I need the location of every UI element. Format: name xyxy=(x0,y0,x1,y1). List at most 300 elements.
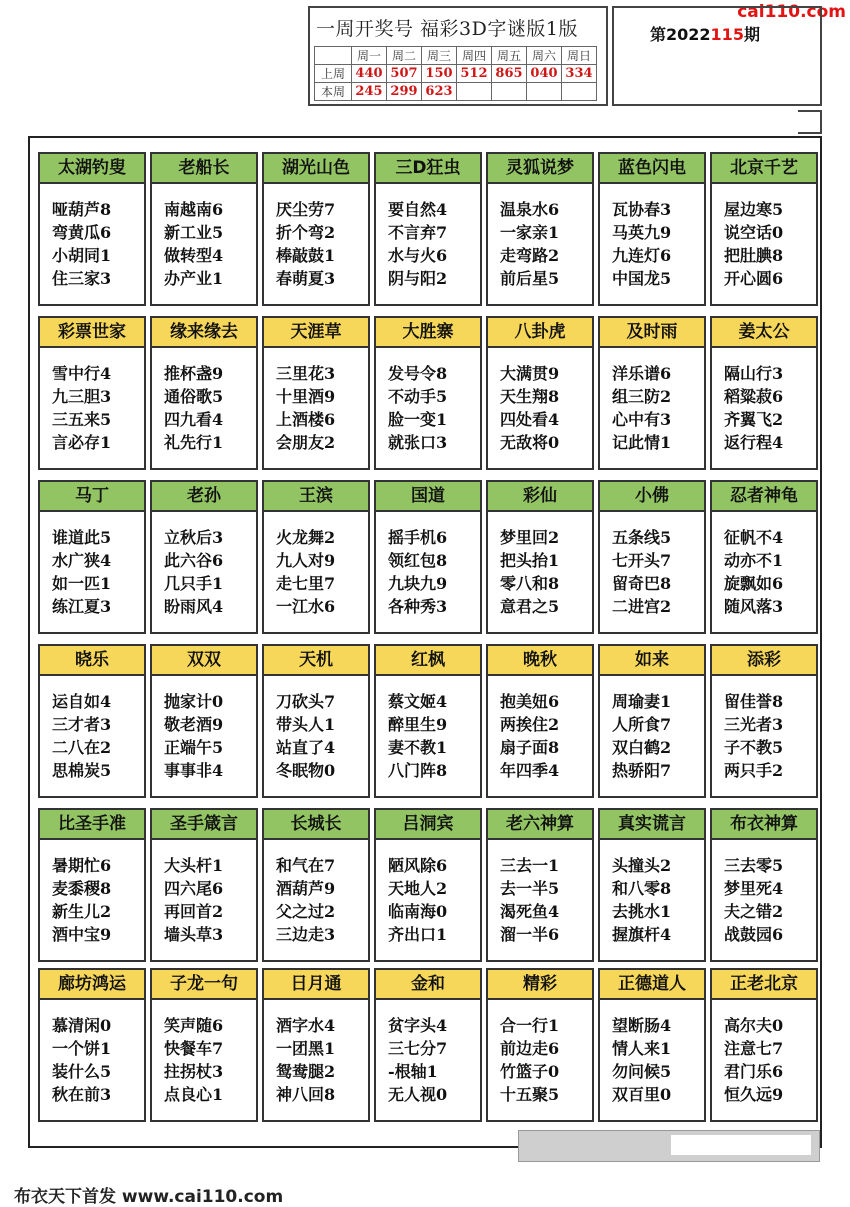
panel-body xyxy=(40,184,144,290)
panel-title: 及时雨 xyxy=(600,318,704,348)
riddle-line: 中国龙5 xyxy=(612,269,672,288)
riddle-line: 把头抬1 xyxy=(500,551,560,570)
riddle-line: 一团黑1 xyxy=(276,1039,336,1058)
riddle-panel xyxy=(150,968,258,1122)
riddle-line: 思棉炭5 xyxy=(52,761,112,780)
riddle-line: 三边走3 xyxy=(276,925,336,944)
panel-body xyxy=(600,840,704,946)
panel-title: 吕洞宾 xyxy=(376,810,480,840)
riddle-line: 梦里回2 xyxy=(500,528,560,547)
riddle-line: 一个饼1 xyxy=(52,1039,112,1058)
panel-title: 真实谎言 xyxy=(600,810,704,840)
riddle-panel xyxy=(486,808,594,962)
panel-body xyxy=(488,512,592,618)
riddle-line: 带头人1 xyxy=(276,715,336,734)
riddle-line: 上酒楼6 xyxy=(276,410,336,429)
riddle-panel xyxy=(150,480,258,634)
riddle-line: 神八回8 xyxy=(276,1085,336,1104)
riddle-line: 马英九9 xyxy=(612,223,672,242)
riddle-line: 言必存1 xyxy=(52,433,112,452)
riddle-line: 三里花3 xyxy=(276,364,336,383)
riddle-line: 热骄阳7 xyxy=(612,761,672,780)
riddle-line: 扇子面8 xyxy=(500,738,560,757)
day-header-row xyxy=(315,47,597,65)
riddle-line: 南越南6 xyxy=(164,200,224,219)
riddle-line: 渴死鱼4 xyxy=(500,902,560,921)
riddle-line: 站直了4 xyxy=(276,738,336,757)
draw-number xyxy=(492,83,527,101)
riddle-line: 小胡同1 xyxy=(52,246,112,265)
riddle-line: 谁道此5 xyxy=(52,528,112,547)
riddle-line: 敬老酒9 xyxy=(164,715,224,734)
riddle-panel xyxy=(486,152,594,306)
draw-number xyxy=(527,83,562,101)
riddle-line: 拄拐杖3 xyxy=(164,1062,224,1081)
riddle-line: 大头杆1 xyxy=(164,856,224,875)
riddle-line: 天地人2 xyxy=(388,879,448,898)
panel-title: 八卦虎 xyxy=(488,318,592,348)
riddle-panel xyxy=(598,644,706,798)
panel-title: 子龙一句 xyxy=(152,970,256,1000)
issue-prefix: 第2022 xyxy=(650,25,711,44)
draw-number: 245 xyxy=(352,83,387,101)
draw-number xyxy=(562,83,597,101)
riddle-panel xyxy=(374,480,482,634)
riddle-line: 合一行1 xyxy=(500,1016,560,1035)
riddle-line: 临南海0 xyxy=(388,902,448,921)
riddle-line: 运自如4 xyxy=(52,692,112,711)
panel-body xyxy=(376,184,480,290)
riddle-line: 两只手2 xyxy=(724,761,784,780)
riddle-line: 留佳誉8 xyxy=(724,692,784,711)
issue-suffix: 期 xyxy=(743,25,760,44)
panel-title: 长城长 xyxy=(264,810,368,840)
riddle-line: 抛家计0 xyxy=(164,692,224,711)
riddle-line: 哑葫芦8 xyxy=(52,200,112,219)
riddle-line: 秋在前3 xyxy=(52,1085,112,1104)
riddle-line: 无敌将0 xyxy=(500,433,560,452)
riddle-line: 前边走6 xyxy=(500,1039,560,1058)
riddle-line: 稻粱菽6 xyxy=(724,387,784,406)
riddle-line: 旋飘如6 xyxy=(724,574,784,593)
panel-body xyxy=(712,512,816,618)
panel-body xyxy=(376,840,480,946)
panel-body xyxy=(264,348,368,454)
riddle-line: 酒中宝9 xyxy=(52,925,112,944)
draw-number: 040 xyxy=(527,65,562,83)
riddle-line: 梦里死4 xyxy=(724,879,784,898)
riddle-panel xyxy=(374,644,482,798)
day-header: 周日 xyxy=(562,47,597,65)
panel-body xyxy=(152,840,256,946)
riddle-line: 返行程4 xyxy=(724,433,784,452)
riddle-panel xyxy=(486,644,594,798)
draw-number: 299 xyxy=(387,83,422,101)
panel-title: 国道 xyxy=(376,482,480,512)
riddle-line: 练江夏3 xyxy=(52,597,112,616)
riddle-line: 心中有3 xyxy=(612,410,672,429)
riddle-line: 三去一1 xyxy=(500,856,560,875)
panel-body xyxy=(264,840,368,946)
riddle-line: 九连灯6 xyxy=(612,246,672,265)
panel-title: 姜太公 xyxy=(712,318,816,348)
site-logo-text: cai110.com xyxy=(737,2,846,22)
riddle-line: 暑期忙6 xyxy=(52,856,112,875)
panel-body xyxy=(40,1000,144,1106)
panel-body xyxy=(40,840,144,946)
riddle-line: 开心圆6 xyxy=(724,269,784,288)
riddle-line: 和八零8 xyxy=(612,879,672,898)
riddle-line: 溜一半6 xyxy=(500,925,560,944)
riddle-line: 一家亲1 xyxy=(500,223,560,242)
panel-title: 圣手箴言 xyxy=(152,810,256,840)
panel-title: 灵狐说梦 xyxy=(488,154,592,184)
panel-body xyxy=(152,512,256,618)
riddle-panel xyxy=(710,480,818,634)
riddle-line: 雪中行4 xyxy=(52,364,112,383)
panel-body xyxy=(152,1000,256,1106)
riddle-line: 会朋友2 xyxy=(276,433,336,452)
riddle-line: 恒久远9 xyxy=(724,1085,784,1104)
riddle-line: 火龙舞2 xyxy=(276,528,336,547)
riddle-panel xyxy=(486,316,594,470)
riddle-panel xyxy=(710,152,818,306)
riddle-line: 九三胆3 xyxy=(52,387,112,406)
riddle-line: 屋边寒5 xyxy=(724,200,784,219)
day-header: 周二 xyxy=(387,47,422,65)
riddle-panel xyxy=(598,968,706,1122)
riddle-line: 抱美妞6 xyxy=(500,692,560,711)
riddle-line: 把肚腆8 xyxy=(724,246,784,265)
riddle-line: 陋风除6 xyxy=(388,856,448,875)
riddle-panel xyxy=(262,316,370,470)
panel-title: 精彩 xyxy=(488,970,592,1000)
riddle-line: 通俗歌5 xyxy=(164,387,224,406)
riddle-line: 礼先行1 xyxy=(164,433,224,452)
riddle-line: 要自然4 xyxy=(388,200,448,219)
issue-box xyxy=(612,6,822,106)
day-header: 周六 xyxy=(527,47,562,65)
panel-body xyxy=(376,512,480,618)
draw-number: 150 xyxy=(422,65,457,83)
panel-body xyxy=(152,348,256,454)
panel-body xyxy=(600,348,704,454)
riddle-line: 三才者3 xyxy=(52,715,112,734)
riddle-line: 二八在2 xyxy=(52,738,112,757)
panel-body xyxy=(40,348,144,454)
riddle-line: 零八和8 xyxy=(500,574,560,593)
riddle-line: 折个弯2 xyxy=(276,223,336,242)
riddle-line: 大满贯9 xyxy=(500,364,560,383)
riddle-panel xyxy=(262,644,370,798)
draw-number xyxy=(457,83,492,101)
panel-title: 缘来缘去 xyxy=(152,318,256,348)
riddle-line: 意君之5 xyxy=(500,597,560,616)
riddle-line: 贫字头4 xyxy=(388,1016,448,1035)
riddle-line: 九块九9 xyxy=(388,574,448,593)
riddle-line: 此六谷6 xyxy=(164,551,224,570)
riddle-panel xyxy=(486,480,594,634)
riddle-line: 人所食7 xyxy=(612,715,672,734)
riddle-line: 冬眠物0 xyxy=(276,761,336,780)
riddle-panel xyxy=(38,152,146,306)
riddle-line: 征帆不4 xyxy=(724,528,784,547)
panel-body xyxy=(712,840,816,946)
riddle-line: 子不教5 xyxy=(724,738,784,757)
riddle-line: 酒葫芦9 xyxy=(276,879,336,898)
riddle-line: 酒字水4 xyxy=(276,1016,336,1035)
riddle-panel xyxy=(150,808,258,962)
riddle-line: 慕清闲0 xyxy=(52,1016,112,1035)
panel-title: 天涯草 xyxy=(264,318,368,348)
riddle-panel xyxy=(150,644,258,798)
riddle-line: 天生翔8 xyxy=(500,387,560,406)
riddle-line: 说空话0 xyxy=(724,223,784,242)
riddle-line: 握旗杆4 xyxy=(612,925,672,944)
panel-body xyxy=(488,348,592,454)
panel-title: 添彩 xyxy=(712,646,816,676)
panel-title: 彩票世家 xyxy=(40,318,144,348)
riddle-panel xyxy=(38,480,146,634)
weekly-draw-summary xyxy=(308,6,608,106)
riddle-line: 双白鹤2 xyxy=(612,738,672,757)
bottom-bar-inner xyxy=(671,1135,811,1155)
panel-title: 如来 xyxy=(600,646,704,676)
panel-title: 老船长 xyxy=(152,154,256,184)
riddle-line: 周瑜妻1 xyxy=(612,692,672,711)
riddle-line: 洋乐谱6 xyxy=(612,364,672,383)
panel-body xyxy=(712,1000,816,1106)
riddle-line: 瓦协春3 xyxy=(612,200,672,219)
riddle-line: 组三防2 xyxy=(612,387,672,406)
riddle-panel xyxy=(598,808,706,962)
riddle-panel xyxy=(486,968,594,1122)
panel-body xyxy=(264,676,368,782)
riddle-line: 盼雨风4 xyxy=(164,597,224,616)
riddle-line: 脸一变1 xyxy=(388,410,448,429)
frame-notch xyxy=(798,110,822,134)
blank-cell xyxy=(315,47,352,65)
panel-title: 双双 xyxy=(152,646,256,676)
riddle-line: 情人来1 xyxy=(612,1039,672,1058)
riddle-line: 几只手1 xyxy=(164,574,224,593)
day-header: 周四 xyxy=(457,47,492,65)
riddle-line: 三五来5 xyxy=(52,410,112,429)
riddle-line: 前后星5 xyxy=(500,269,560,288)
panel-body xyxy=(600,1000,704,1106)
panel-body xyxy=(152,676,256,782)
riddle-line: 醉里生9 xyxy=(388,715,448,734)
riddle-line: 高尔夫0 xyxy=(724,1016,784,1035)
summary-title: 一周开奖号 福彩3D字谜版1版 xyxy=(316,18,578,40)
riddle-line: 去一半5 xyxy=(500,879,560,898)
panel-title: 日月通 xyxy=(264,970,368,1000)
panel-body xyxy=(376,676,480,782)
riddle-line: 立秋后3 xyxy=(164,528,224,547)
weekly-draw-table xyxy=(314,46,597,101)
riddle-line: 温泉水6 xyxy=(500,200,560,219)
panel-title: 蓝色闪电 xyxy=(600,154,704,184)
riddle-line: 发号令8 xyxy=(388,364,448,383)
riddle-line: 水广狭4 xyxy=(52,551,112,570)
riddle-line: 点良心1 xyxy=(164,1085,224,1104)
riddle-line: 头撞头2 xyxy=(612,856,672,875)
panel-title: 正老北京 xyxy=(712,970,816,1000)
riddle-line: 隔山行3 xyxy=(724,364,784,383)
riddle-line: 八门阵8 xyxy=(388,761,448,780)
riddle-line: 十里酒9 xyxy=(276,387,336,406)
riddle-line: 去挑水1 xyxy=(612,902,672,921)
last-week-row xyxy=(315,65,597,83)
riddle-line: 刀砍头7 xyxy=(276,692,336,711)
riddle-line: 弯黄瓜6 xyxy=(52,223,112,242)
riddle-line: 双百里0 xyxy=(612,1085,672,1104)
riddle-line: 如一匹1 xyxy=(52,574,112,593)
riddle-line: 快餐车7 xyxy=(164,1039,224,1058)
riddle-line: 三去零5 xyxy=(724,856,784,875)
riddle-line: 妻不教1 xyxy=(388,738,448,757)
riddle-line: 动亦不1 xyxy=(724,551,784,570)
riddle-line: 齐出口1 xyxy=(388,925,448,944)
panel-title: 布衣神算 xyxy=(712,810,816,840)
riddle-line: 水与火6 xyxy=(388,246,448,265)
riddle-line: 勿问候5 xyxy=(612,1062,672,1081)
panel-body xyxy=(600,512,704,618)
panel-body xyxy=(600,676,704,782)
panel-title: 忍者神龟 xyxy=(712,482,816,512)
panel-title: 红枫 xyxy=(376,646,480,676)
riddle-line: 棒敲鼓1 xyxy=(276,246,336,265)
riddle-line: 走七里7 xyxy=(276,574,336,593)
riddle-line: 七开头7 xyxy=(612,551,672,570)
bottom-bar xyxy=(518,1130,820,1162)
panel-body xyxy=(152,184,256,290)
riddle-panel xyxy=(374,968,482,1122)
riddle-panel xyxy=(710,968,818,1122)
riddle-line: -根轴1 xyxy=(388,1062,438,1081)
panel-body xyxy=(712,676,816,782)
riddle-line: 记此情1 xyxy=(612,433,672,452)
riddle-panel xyxy=(374,316,482,470)
riddle-line: 新工业5 xyxy=(164,223,224,242)
riddle-line: 和气在7 xyxy=(276,856,336,875)
panel-body xyxy=(264,184,368,290)
riddle-panel xyxy=(598,152,706,306)
panel-title: 三D狂虫 xyxy=(376,154,480,184)
riddle-panel xyxy=(262,480,370,634)
panel-title: 湖光山色 xyxy=(264,154,368,184)
riddle-panel xyxy=(38,644,146,798)
panel-title: 马丁 xyxy=(40,482,144,512)
riddle-panel xyxy=(38,968,146,1122)
riddle-line: 君门乐6 xyxy=(724,1062,784,1081)
panel-body xyxy=(376,348,480,454)
panel-body xyxy=(40,676,144,782)
draw-number: 334 xyxy=(562,65,597,83)
riddle-line: 蔡文姬4 xyxy=(388,692,448,711)
day-header: 周一 xyxy=(352,47,387,65)
panel-title: 大胜寨 xyxy=(376,318,480,348)
riddle-line: 年四季4 xyxy=(500,761,560,780)
day-header: 周五 xyxy=(492,47,527,65)
riddle-line: 就张口3 xyxy=(388,433,448,452)
panel-title: 老六神算 xyxy=(488,810,592,840)
riddle-panel xyxy=(598,316,706,470)
riddle-line: 齐翼飞2 xyxy=(724,410,784,429)
riddle-line: 三光者3 xyxy=(724,715,784,734)
panel-body xyxy=(376,1000,480,1106)
riddle-panel xyxy=(710,644,818,798)
last-week-label: 上周 xyxy=(315,65,352,83)
riddle-line: 父之过2 xyxy=(276,902,336,921)
riddle-line: 五条线5 xyxy=(612,528,672,547)
riddle-line: 住三家3 xyxy=(52,269,112,288)
panel-body xyxy=(264,512,368,618)
panel-title: 老孙 xyxy=(152,482,256,512)
riddle-line: 三七分7 xyxy=(388,1039,448,1058)
panel-body xyxy=(712,184,816,290)
day-header: 周三 xyxy=(422,47,457,65)
riddle-line: 鸳鸯腿2 xyxy=(276,1062,336,1081)
riddle-line: 九人对9 xyxy=(276,551,336,570)
riddle-line: 竹篮子0 xyxy=(500,1062,560,1081)
draw-number: 865 xyxy=(492,65,527,83)
riddle-line: 随风落3 xyxy=(724,597,784,616)
riddle-line: 不言弃7 xyxy=(388,223,448,242)
riddle-line: 新生儿2 xyxy=(52,902,112,921)
panel-title: 金和 xyxy=(376,970,480,1000)
riddle-line: 春萌夏3 xyxy=(276,269,336,288)
issue-number xyxy=(650,22,760,45)
riddle-line: 走弯路2 xyxy=(500,246,560,265)
panel-title: 王滨 xyxy=(264,482,368,512)
riddle-panel xyxy=(710,316,818,470)
panel-body xyxy=(488,676,592,782)
riddle-line: 战鼓园6 xyxy=(724,925,784,944)
draw-number: 440 xyxy=(352,65,387,83)
panel-title: 晓乐 xyxy=(40,646,144,676)
draw-number: 507 xyxy=(387,65,422,83)
riddle-line: 四六尾6 xyxy=(164,879,224,898)
riddle-line: 四九看4 xyxy=(164,410,224,429)
panel-body xyxy=(264,1000,368,1106)
draw-number: 512 xyxy=(457,65,492,83)
riddle-line: 阴与阳2 xyxy=(388,269,448,288)
riddle-panel xyxy=(598,480,706,634)
panel-body xyxy=(600,184,704,290)
riddle-panel xyxy=(150,152,258,306)
panel-body xyxy=(488,840,592,946)
riddle-panel xyxy=(374,152,482,306)
panel-title: 正德道人 xyxy=(600,970,704,1000)
riddle-line: 无人视0 xyxy=(388,1085,448,1104)
riddle-line: 摇手机6 xyxy=(388,528,448,547)
riddle-line: 十五聚5 xyxy=(500,1085,560,1104)
riddle-line: 笑声随6 xyxy=(164,1016,224,1035)
panel-body xyxy=(488,1000,592,1106)
issue-highlight: 115 xyxy=(710,25,744,44)
riddle-panel xyxy=(150,316,258,470)
riddle-line: 做转型4 xyxy=(164,246,224,265)
footer-text: 布衣天下首发 www.cai110.com xyxy=(14,1187,284,1207)
riddle-line: 二进宫2 xyxy=(612,597,672,616)
panel-title: 太湖钓叟 xyxy=(40,154,144,184)
riddle-line: 墙头草3 xyxy=(164,925,224,944)
riddle-line: 推杯盏9 xyxy=(164,364,224,383)
riddle-line: 麦黍稷8 xyxy=(52,879,112,898)
panel-body xyxy=(40,512,144,618)
riddle-panel xyxy=(710,808,818,962)
